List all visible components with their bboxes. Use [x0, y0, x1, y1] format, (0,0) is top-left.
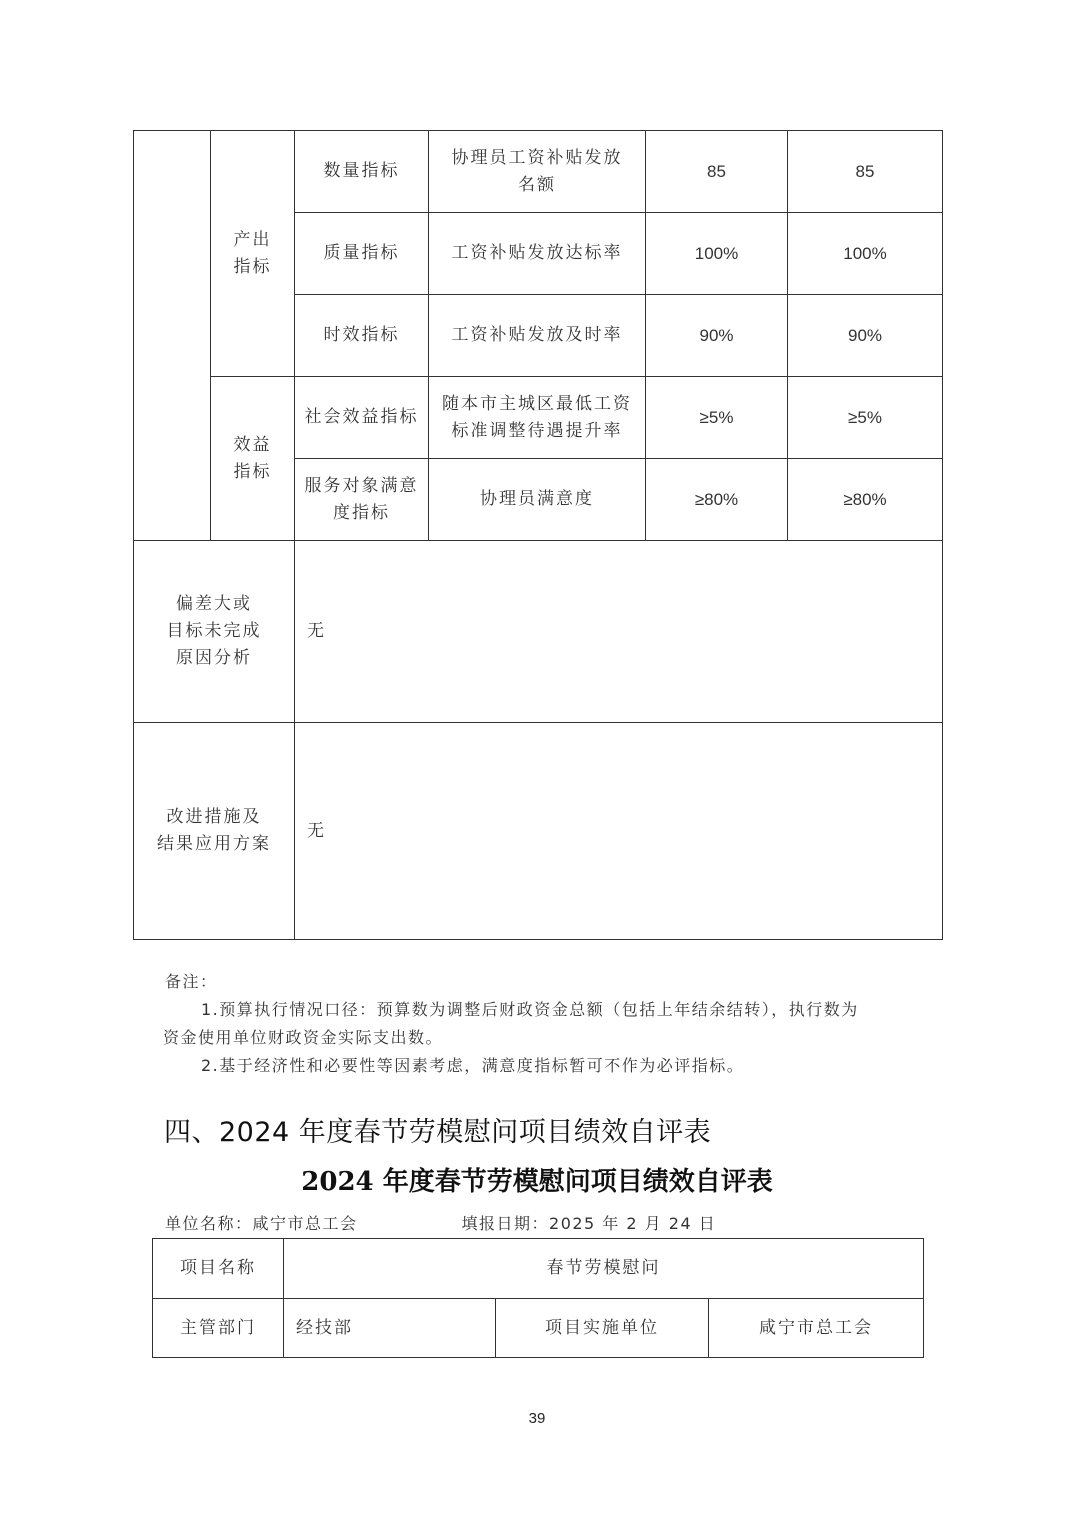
indicator-target: ≥5%: [646, 377, 788, 459]
report-meta: [165, 1211, 716, 1237]
table-title: 2024 年度春节劳模慰问项目绩效自评表: [301, 1167, 773, 1197]
indicator-actual: 100%: [788, 213, 943, 295]
indicator-name: 社会效益指标: [295, 377, 429, 459]
indicator-target: 85: [646, 131, 788, 213]
project-name-label: 项目名称: [153, 1239, 284, 1299]
indicator-name: 数量指标: [295, 131, 429, 213]
improvement-plan-value: 无: [295, 723, 943, 940]
indicator-target: 90%: [646, 295, 788, 377]
indicator-actual: ≥80%: [788, 459, 943, 541]
project-name-value: 春节劳模慰问: [284, 1239, 924, 1299]
indicator-actual: ≥5%: [788, 377, 943, 459]
benefit-indicator-group: 效益 指标: [211, 377, 295, 541]
remark-2: 2.基于经济性和必要性等因素考虑，满意度指标暂可不作为必评指标。: [201, 1056, 745, 1075]
dept-label: 主管部门: [153, 1299, 284, 1358]
indicator-content: 协理员工资补贴发放 名额: [429, 131, 646, 213]
indicator-target: ≥80%: [646, 459, 788, 541]
remark-1: 1.预算执行情况口径：预算数为调整后财政资金总额（包括上年结余结转），执行数为: [201, 1000, 859, 1019]
indicator-name: 时效指标: [295, 295, 429, 377]
indicator-content: 随本市主城区最低工资 标准调整待遇提升率: [429, 377, 646, 459]
indicator-name: 服务对象满意 度指标: [295, 459, 429, 541]
indicator-category-cell: [134, 131, 211, 541]
indicator-content: 协理员满意度: [429, 459, 646, 541]
indicator-actual: 90%: [788, 295, 943, 377]
output-indicator-group: 产出 指标: [211, 131, 295, 377]
impl-unit-label: 项目实施单位: [496, 1299, 709, 1358]
remark-1-continued: 资金使用单位财政资金实际支出数。: [163, 1028, 444, 1047]
remarks: [165, 968, 925, 1080]
section-heading: 四、2024 年度春节劳模慰问项目绩效自评表: [164, 1117, 712, 1148]
impl-unit-value: 咸宁市总工会: [709, 1299, 924, 1358]
performance-indicator-table: [133, 130, 943, 940]
unit-name: 单位名称：咸宁市总工会: [165, 1214, 358, 1233]
indicator-content: 工资补贴发放及时率: [429, 295, 646, 377]
indicator-target: 100%: [646, 213, 788, 295]
indicator-actual: 85: [788, 131, 943, 213]
indicator-content: 工资补贴发放达标率: [429, 213, 646, 295]
page-number: 39: [528, 1410, 546, 1427]
indicator-name: 质量指标: [295, 213, 429, 295]
improvement-plan-label: 改进措施及 结果应用方案: [134, 723, 295, 940]
dept-value: 经技部: [284, 1299, 496, 1358]
deviation-analysis-label: 偏差大或 目标未完成 原因分析: [134, 541, 295, 723]
deviation-analysis-value: 无: [295, 541, 943, 723]
project-info-table: [152, 1238, 924, 1358]
fill-date: 填报日期：2025 年 2 月 24 日: [461, 1214, 717, 1233]
remarks-title: 备注：: [165, 972, 218, 991]
